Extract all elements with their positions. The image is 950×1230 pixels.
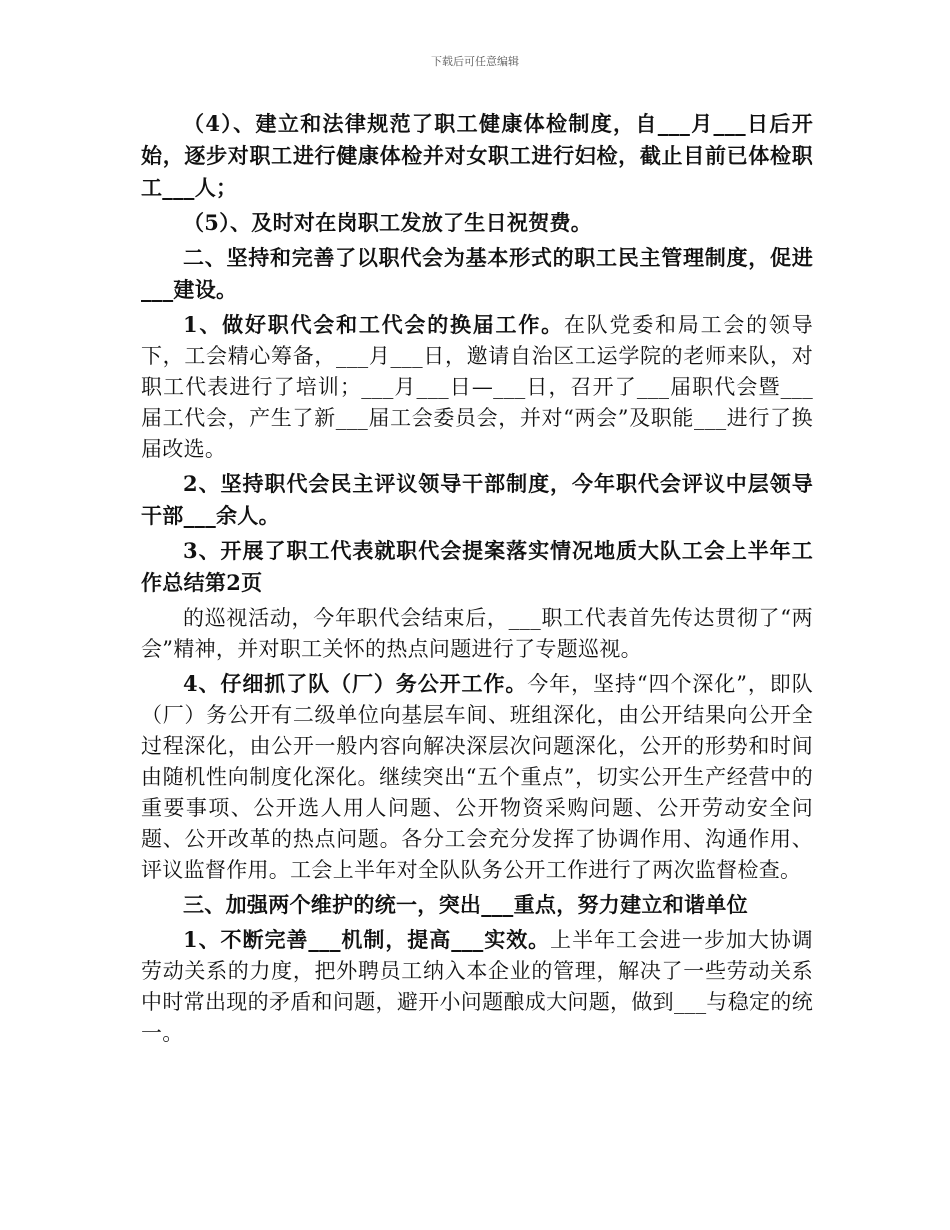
paragraph-proposal-inspection [141,535,813,599]
paragraph-bold-text: 3、开展了职工代表就职代会提案落实情况地质大队工会上半年工作总结第2页 [141,538,813,595]
paragraph-bold-text: （5）、及时对在岗职工发放了生日祝贺费。 [183,210,593,235]
section-heading-three [141,889,813,921]
paragraph-affairs-disclosure [141,668,813,886]
paragraph-bold-text: 二、坚持和完善了以职代会为基本形式的职工民主管理制度，促进___建设。 [141,245,813,302]
paragraph-mechanism [141,924,813,1049]
paragraph-bold-text: 1、做好职代会和工代会的换届工作。 [183,312,564,337]
paragraph-bold-text: （4）、建立和法律规范了职工健康体检制度，自___月___日后开始，逐步对职工进行健康体检并对女职工进行妇检，截止目前已体检职工___人； [141,111,813,200]
section-heading-two [141,242,813,306]
paragraph-inspection-activity [141,602,813,665]
paragraph-bold-text: 三、加强两个维护的统一，突出___重点，努力建立和谐单位 [183,892,748,917]
paragraph-bold-text: 4、仔细抓了队（厂）务公开工作。 [183,671,528,696]
paragraph-bold-text: 1、不断完善___机制，提高___实效。 [183,927,551,952]
paragraph-text: 上半年工会进一步加大协调劳动关系的力度，把外聘员工纳入本企业的管理，解决了一些劳动关系中时常出现的矛盾和问题，避开小问题酿成大问题，做到___与稳定的统一。 [141,928,813,1045]
paragraph-election [141,309,813,465]
paragraph-text: 的巡视活动，今年职代会结束后，___职工代表首先传达贯彻了“两会”精神，并对职工关怀的热点问题进行了专题巡视。 [141,606,813,661]
document-body [141,108,813,1052]
page-header: 下载后可任意编辑 [431,55,519,68]
paragraph-text: 今年，坚持“四个深化”，即队（厂）务公开有二级单位向基层车间、班组深化，由公开结果向公开全过程深化，由公开一般内容向解决深层次问题深化，公开的形势和时间由随机性向制度化深化。继续突出“五个重点”，切实公开生产经营中的重要事项、公开选人用人问题、公开物资采购问题、公开劳动安全问题、公开改革的热点问题。各分工会充分发挥了协调作用、沟通作用、评议监督作用。工会上半年对全队队务公开工作进行了两次监督检查。 [141,672,813,882]
paragraph-evaluation [141,468,813,532]
paragraph-birthday [141,207,813,239]
paragraph-text: 在队党委和局工会的领导下，工会精心筹备，___月___日，邀请自治区工运学院的老师来队，对职工代表进行了培训；___月___日—___日，召开了___届职代会暨___届工代会，产生了新___届工会委员会，并对“两会”及职能___进行了换届改选。 [141,313,813,461]
paragraph-bold-text: 2、坚持职代会民主评议领导干部制度，今年职代会评议中层领导干部___余人。 [141,471,813,528]
paragraph-health-checkup [141,108,813,204]
